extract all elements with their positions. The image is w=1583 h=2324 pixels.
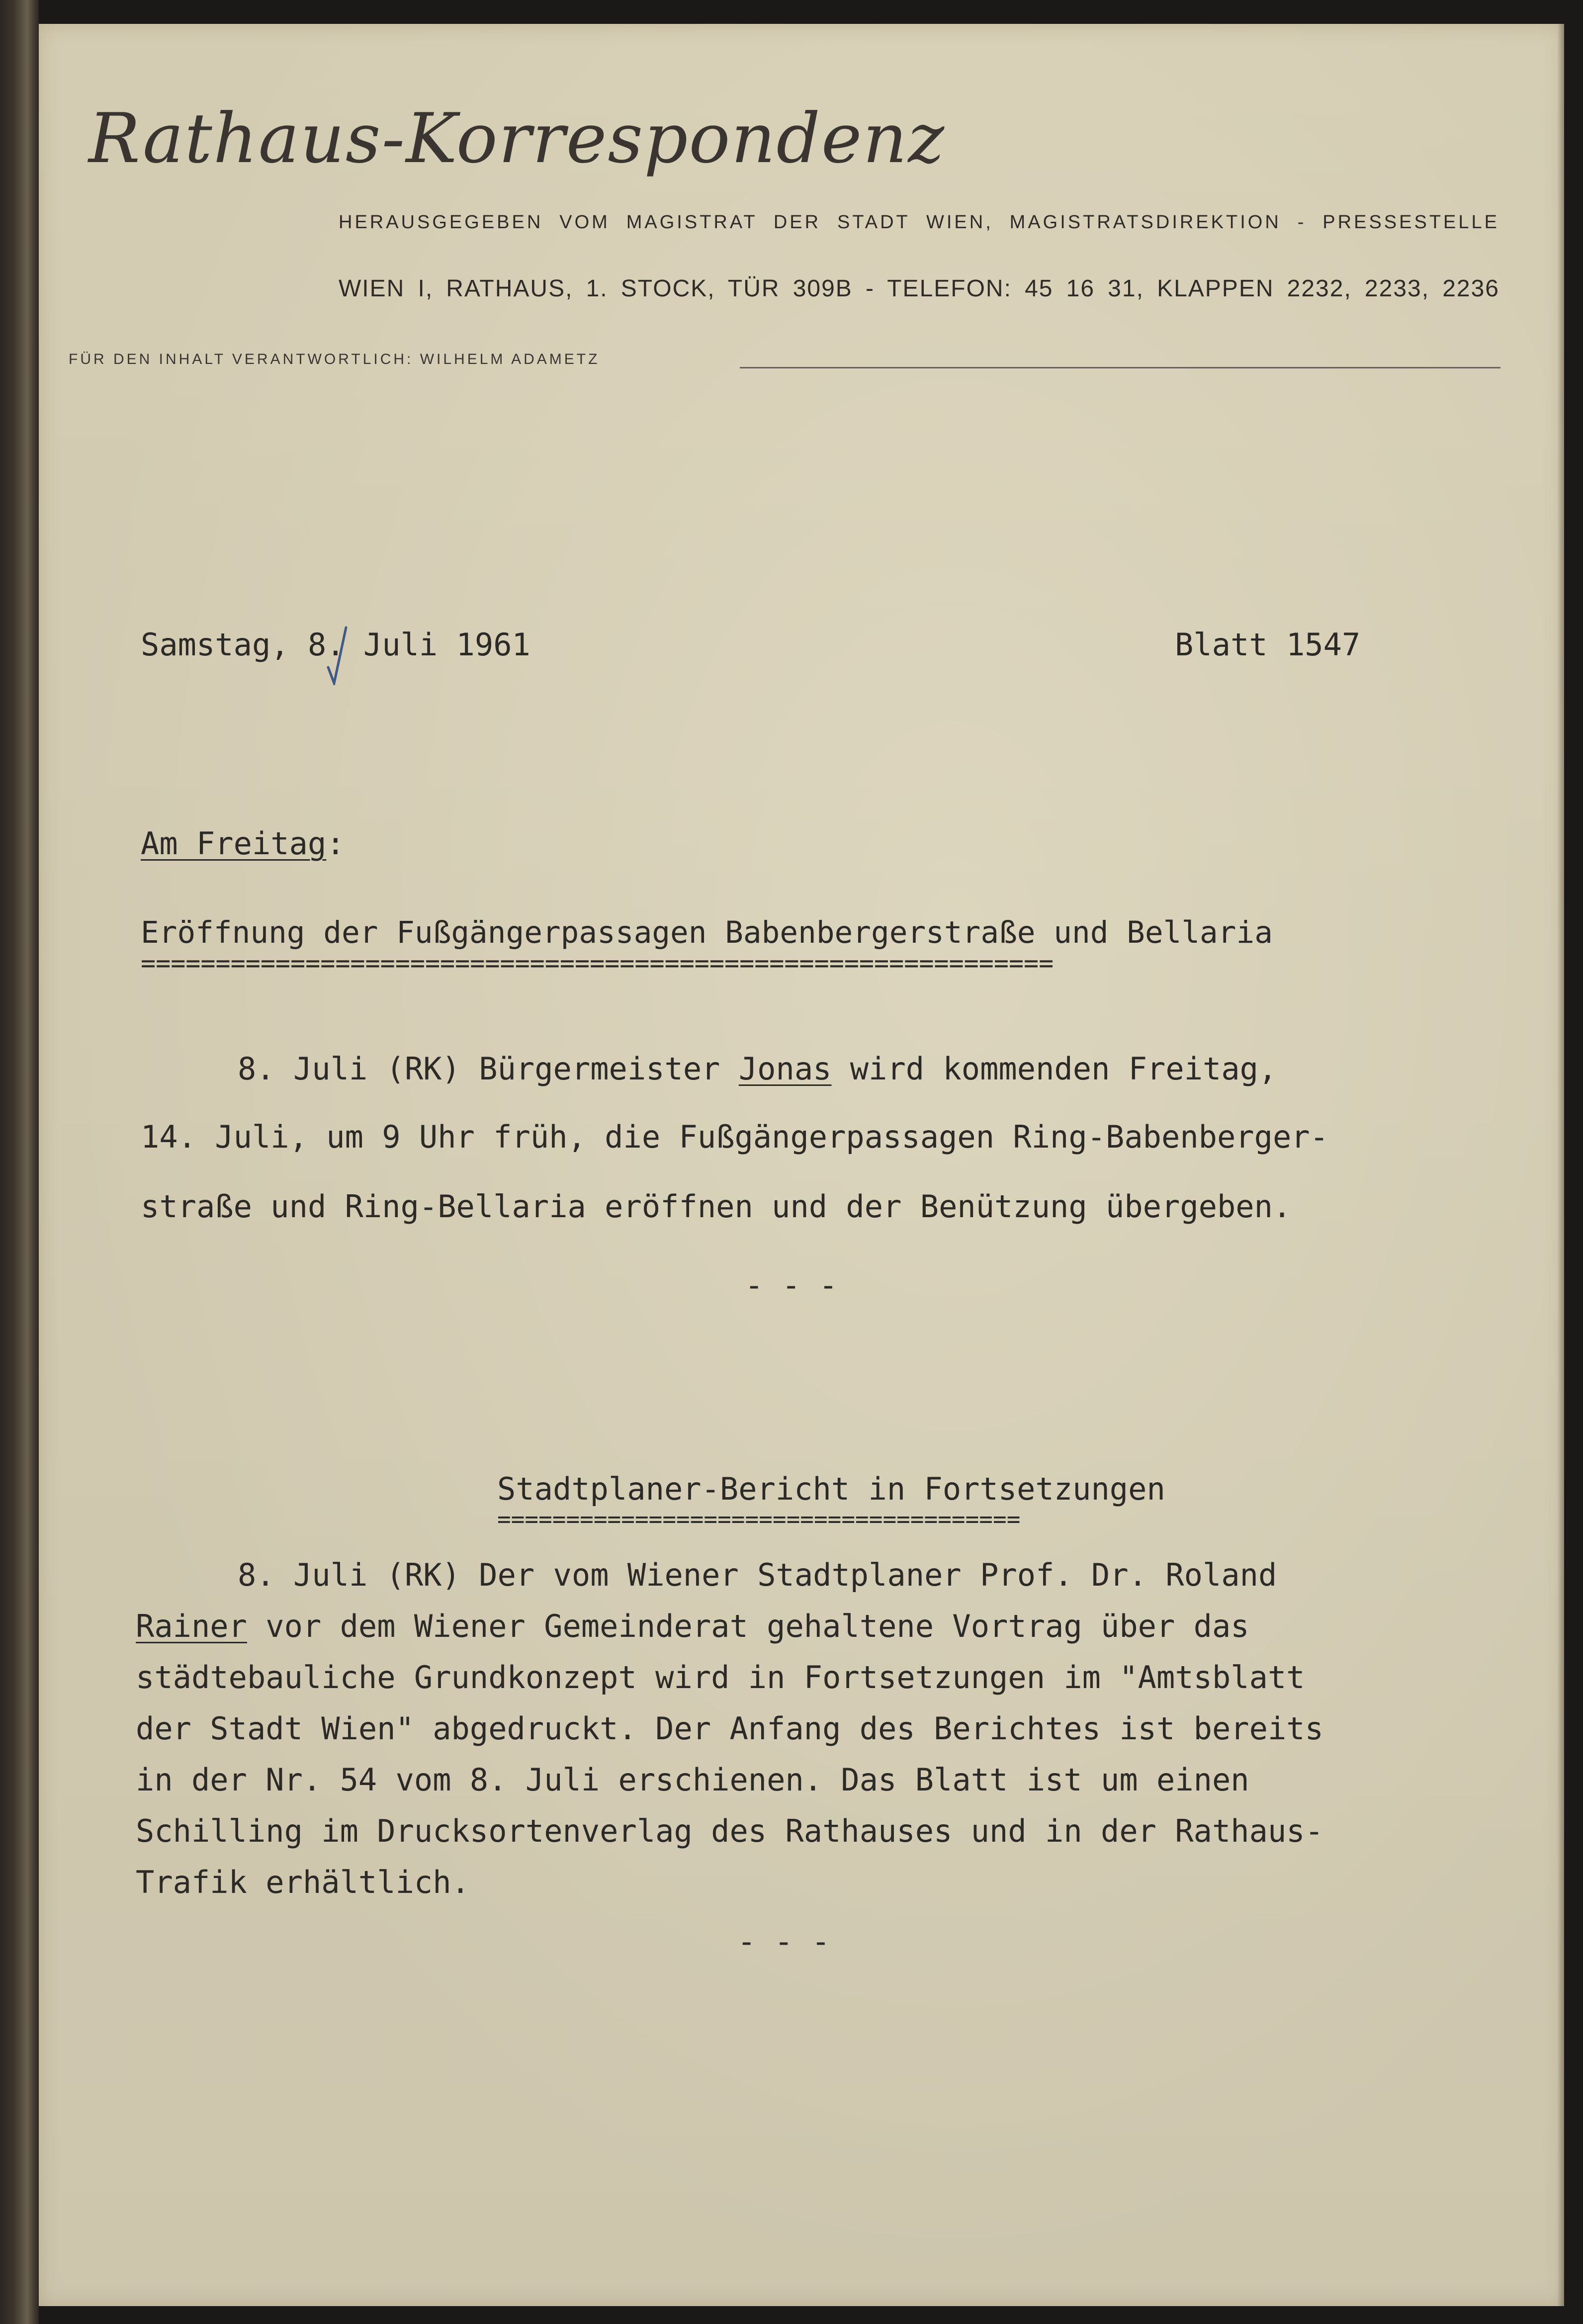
sheet-number: Blatt 1547: [1175, 626, 1361, 663]
article2-line7: Trafik erhältlich.: [136, 1864, 470, 1900]
responsible-line: FÜR DEN INHALT VERANTWORTLICH: WILHELM ADAMETZ: [69, 351, 600, 367]
article1-line1-suffix: wird kommenden Freitag,: [831, 1051, 1277, 1087]
check-mark-icon: [326, 626, 348, 685]
header-rule: [740, 367, 1500, 368]
article1-separator: - - -: [745, 1267, 838, 1303]
article1-kicker: [141, 825, 345, 862]
article2-line3: städtebauliche Grundkonzept wird in Fortsetzungen im "Amtsblatt: [136, 1659, 1305, 1696]
article1-line1: [238, 1051, 1277, 1087]
article2-line6: Schilling im Drucksortenverlag des Rathauses und in der Rathaus-: [136, 1813, 1323, 1849]
book-binding: [0, 0, 39, 2324]
article2-planner-name: Rainer: [136, 1608, 247, 1644]
page-edge-shadow: [1557, 24, 1564, 2306]
article1-line1-prefix: 8. Juli (RK) Bürgermeister: [238, 1051, 720, 1087]
article2-line2: [136, 1608, 1249, 1644]
article1-rule: =============================================================: [141, 949, 1054, 978]
masthead-title: Rathaus-Korrespondenz: [88, 98, 946, 179]
article1-kicker-colon: :: [326, 825, 345, 862]
article2-headline: Stadtplaner-Bericht in Fortsetzungen: [497, 1471, 1165, 1507]
article2-line2-suffix: vor dem Wiener Gemeinderat gehaltene Vortrag über das: [247, 1608, 1249, 1644]
article1-kicker-text: Am Freitag: [141, 825, 327, 862]
document-page: [39, 24, 1564, 2306]
article2-line4: der Stadt Wien" abgedruckt. Der Anfang des Berichtes ist bereits: [136, 1710, 1323, 1747]
article1-line2: 14. Juli, um 9 Uhr früh, die Fußgängerpassagen Ring-Babenberger-: [141, 1119, 1328, 1155]
address-line: WIEN I, RATHAUS, 1. STOCK, TÜR 309B - TELEFON: 45 16 31, KLAPPEN 2232, 2233, 2236: [339, 275, 1499, 302]
article2-rule: ======================================: [497, 1506, 1021, 1532]
article2-line1: 8. Juli (RK) Der vom Wiener Stadtplaner Prof. Dr. Roland: [238, 1557, 1277, 1593]
publisher-line: HERAUSGEGEBEN VOM MAGISTRAT DER STADT WIEN, MAGISTRATSDIREKTION - PRESSESTELLE: [339, 212, 1499, 233]
article2-line5: in der Nr. 54 vom 8. Juli erschienen. Das Blatt ist um einen: [136, 1762, 1249, 1798]
article1-line3: straße und Ring-Bellaria eröffnen und der Benützung übergeben.: [141, 1188, 1292, 1225]
article1-headline: Eröffnung der Fußgängerpassagen Babenbergerstraße und Bellaria: [141, 915, 1273, 950]
date-line: Samstag, 8. Juli 1961: [141, 626, 530, 663]
article2-separator: - - -: [737, 1923, 830, 1960]
article1-mayor-name: Jonas: [738, 1051, 832, 1087]
